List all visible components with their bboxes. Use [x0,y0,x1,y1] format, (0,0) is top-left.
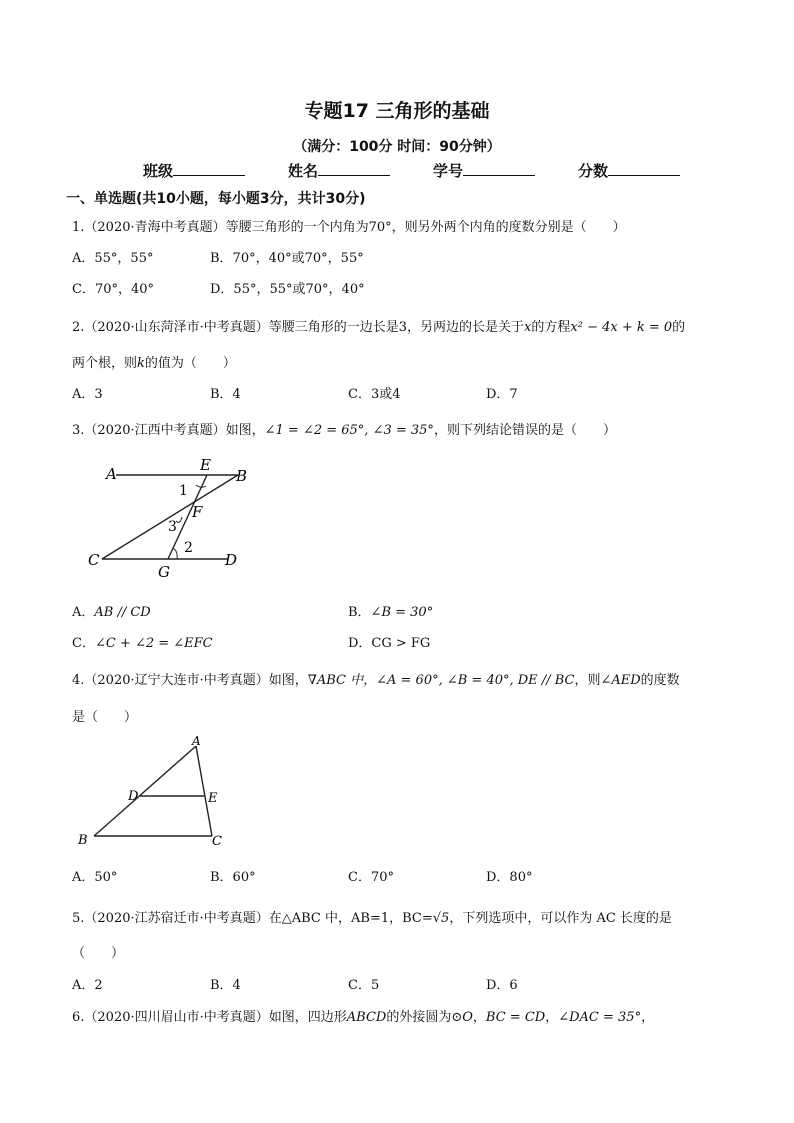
q2-option-c: C．3或4 [348,387,401,402]
q3-option-d: D．CG > FG [348,636,431,651]
id-blank [463,161,535,176]
q2-option-a: A．3 [72,387,103,402]
label-b: B [236,467,248,485]
page-title: 专题17 三角形的基础 [304,100,490,122]
section-heading: 一、单选题(共10小题，每小题3分，共计30分) [66,191,366,207]
q1-option-a: A．55°，55° [72,251,154,266]
q2-stem: 2.（2020·山东菏泽市·中考真题）等腰三角形的一边长是3，另两边的长是关于x的方程x² − 4x + k = 0的 [72,320,686,335]
q4-equation: ∇ABC 中，∠A = 60°, ∠B = 40°, DE // BC [307,673,575,688]
q5-root: √5 [432,911,450,926]
q4-option-b: B．60° [210,870,256,885]
q4-figure [74,732,234,850]
q2-stem-line2: 两个根，则k的值为（ ） [72,356,236,371]
q4-stem-line2: 是（ ） [72,710,138,725]
q2-equation: x² − 4x + k = 0 [570,320,673,335]
q4-option-a: A．50° [72,870,118,885]
label-c: C [212,834,222,849]
class-blank [173,161,245,176]
label-d: D [128,789,139,804]
name-field [288,160,390,181]
q5-stem-line2: （ ） [72,946,125,961]
q4-option-d: D．80° [486,870,533,885]
class-label: 班级 [143,162,174,180]
line-ab [94,746,196,836]
q5-option-a: A．2 [72,978,103,993]
q1-option-c: C．70°，40° [72,282,155,297]
q2-option-b: B．4 [210,387,241,402]
label-e: E [200,456,211,474]
q5-option-d: D．6 [486,978,518,993]
q2-option-d: D．7 [486,387,518,402]
q5-option-c: C．5 [348,978,380,993]
q1-stem: 1.（2020·青海中考真题）等腰三角形的一个内角为70°，则另外两个内角的度数分别是（ ） [72,220,626,235]
label-a: A [192,734,201,748]
q3-option-c: C．∠C + ∠2 = ∠EFC [72,636,213,651]
label-e: E [208,791,218,806]
label-2: 2 [184,540,193,556]
q3-option-b: B．∠B = 30° [348,605,434,620]
name-label: 姓名 [288,162,319,180]
q1-option-d: D．55°，55°或70°，40° [210,282,365,297]
q1-option-b: B．70°，40°或70°，55° [210,251,364,266]
class-field [143,160,245,181]
q4-stem: 4.（2020·辽宁大连市·中考真题）如图，∇ABC 中，∠A = 60°, ∠B = 40°, DE // BC，则∠AED的度数 [72,673,680,688]
name-blank [318,161,390,176]
q3-stem: 3.（2020·江西中考真题）如图，∠1 = ∠2 = 65°, ∠3 = 35°，则下列结论错误的是（ ） [72,423,616,438]
id-field [433,160,535,181]
label-c: C [88,551,100,569]
label-d: D [225,551,238,569]
q3-equation: ∠1 = ∠2 = 65°, ∠3 = 35° [264,423,434,438]
angle-2-arc [173,548,177,559]
label-f: F [192,503,203,521]
line-bc [102,475,238,559]
label-3: 3 [168,519,177,535]
q3-figure [80,455,270,580]
q4-option-c: C．70° [348,870,394,885]
q5-option-b: B．4 [210,978,241,993]
page-subtitle: （满分：100分 时间：90分钟） [293,139,501,155]
q6-stem: 6.（2020·四川眉山市·中考真题）如图，四边形ABCD的外接圆为⊙O，BC = CD，∠DAC = 35°， [72,1010,655,1025]
angle-1-arc [196,485,206,487]
label-a: A [106,465,117,483]
id-label: 学号 [433,162,464,180]
score-label: 分数 [578,162,609,180]
label-1: 1 [179,483,188,499]
label-g: G [158,563,170,580]
label-b: B [78,833,88,848]
score-field [578,160,680,181]
score-blank [608,161,680,176]
q3-option-a: A．AB // CD [72,605,151,620]
q5-stem: 5.（2020·江苏宿迁市·中考真题）在△ABC 中，AB=1，BC=√5，下列选项中，可以作为 AC 长度的是 [72,911,672,926]
